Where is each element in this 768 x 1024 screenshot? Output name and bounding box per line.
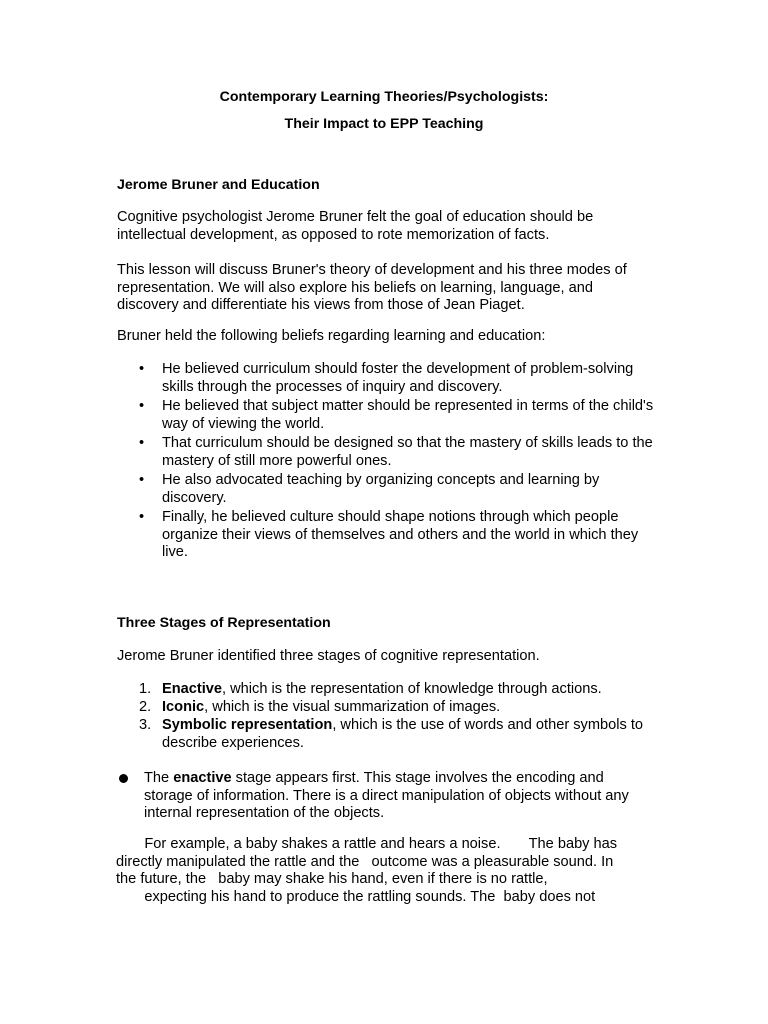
stage-term: Symbolic representation [162,716,333,733]
example-line: the future, the baby may shake his hand, even if there is no rattle, [116,871,548,888]
example-line: directly manipulated the rattle and the outcome was a pleasurable sound. In [116,853,614,870]
stage-term: Enactive [162,681,223,697]
list-item-text: He believed that subject matter should be represented in terms of the child's way of viewing the world. [162,397,654,432]
document-title: Contemporary Learning Theories/Psychologists: [219,89,549,105]
list-item [117,472,657,507]
beliefs-list [117,361,657,564]
list-item [117,435,657,470]
bullet-icon: • [139,434,145,451]
list-item-text: Finally, he believed culture should shape notions through which people organize their views of themselves and others and the world in which they live. [162,508,639,561]
bullet-icon: • [139,471,145,488]
list-item [117,361,657,396]
stage-description: , which is the representation of knowledge through actions. [222,681,602,697]
list-item [117,717,657,752]
example-line: expecting his hand to produce the rattling sounds. The baby does not [116,888,596,905]
filled-bullet-icon [119,774,128,783]
enactive-term: enactive [173,770,232,786]
enactive-pre: The [144,770,174,786]
bullet-icon: • [139,361,145,377]
example-paragraph [116,836,656,906]
stage-term: Iconic [162,698,205,715]
bullet-icon: • [139,508,145,525]
list-item-text: He believed curriculum should foster the development of problem-solving skills through the processes of inquiry and discovery. [162,361,634,395]
list-number: 2. [139,698,152,715]
stage-description: , which is the visual summarization of images. [204,698,501,715]
enactive-post: stage appears first. This stage involves the encoding and storage of information. There is a direct manipulation of objects without any internal representation of the objects. [144,770,629,822]
list-item [117,699,657,717]
stages-list [117,681,657,753]
paragraph-intro: Cognitive psychologist Jerome Bruner felt the goal of education should be intellectual development, as opposed to rote memorization of facts. [117,209,594,243]
section-heading-bruner-education: Jerome Bruner and Education [117,177,320,193]
bullet-icon: • [139,397,145,414]
list-item [117,681,657,699]
section-heading-three-stages: Three Stages of Representation [117,615,331,631]
list-number: 1. [139,681,152,697]
paragraph-beliefs-lead: Bruner held the following beliefs regarding learning and education: [117,328,546,344]
stage-description: , which is the use of words and other symbols to describe experiences. [162,716,643,751]
paragraph-stages-intro: Jerome Bruner identified three stages of cognitive representation. [117,648,540,664]
list-item [117,509,657,562]
paragraph-lesson: This lesson will discuss Bruner's theory of development and his three modes of representation. We will also explore his beliefs on learning, language, and discovery and differentiate his views from those of Jean Piaget. [117,262,627,314]
paragraph-enactive-stage [144,770,644,823]
list-item-text: That curriculum should be designed so that the mastery of skills leads to the mastery of still more powerful ones. [162,434,653,469]
document-subtitle: Their Impact to EPP Teaching [284,116,484,132]
example-line: For example, a baby shakes a rattle and hears a noise. The baby has [116,836,618,852]
list-item-text: He also advocated teaching by organizing concepts and learning by discovery. [162,471,600,506]
list-item [117,398,657,433]
list-number: 3. [139,716,152,733]
